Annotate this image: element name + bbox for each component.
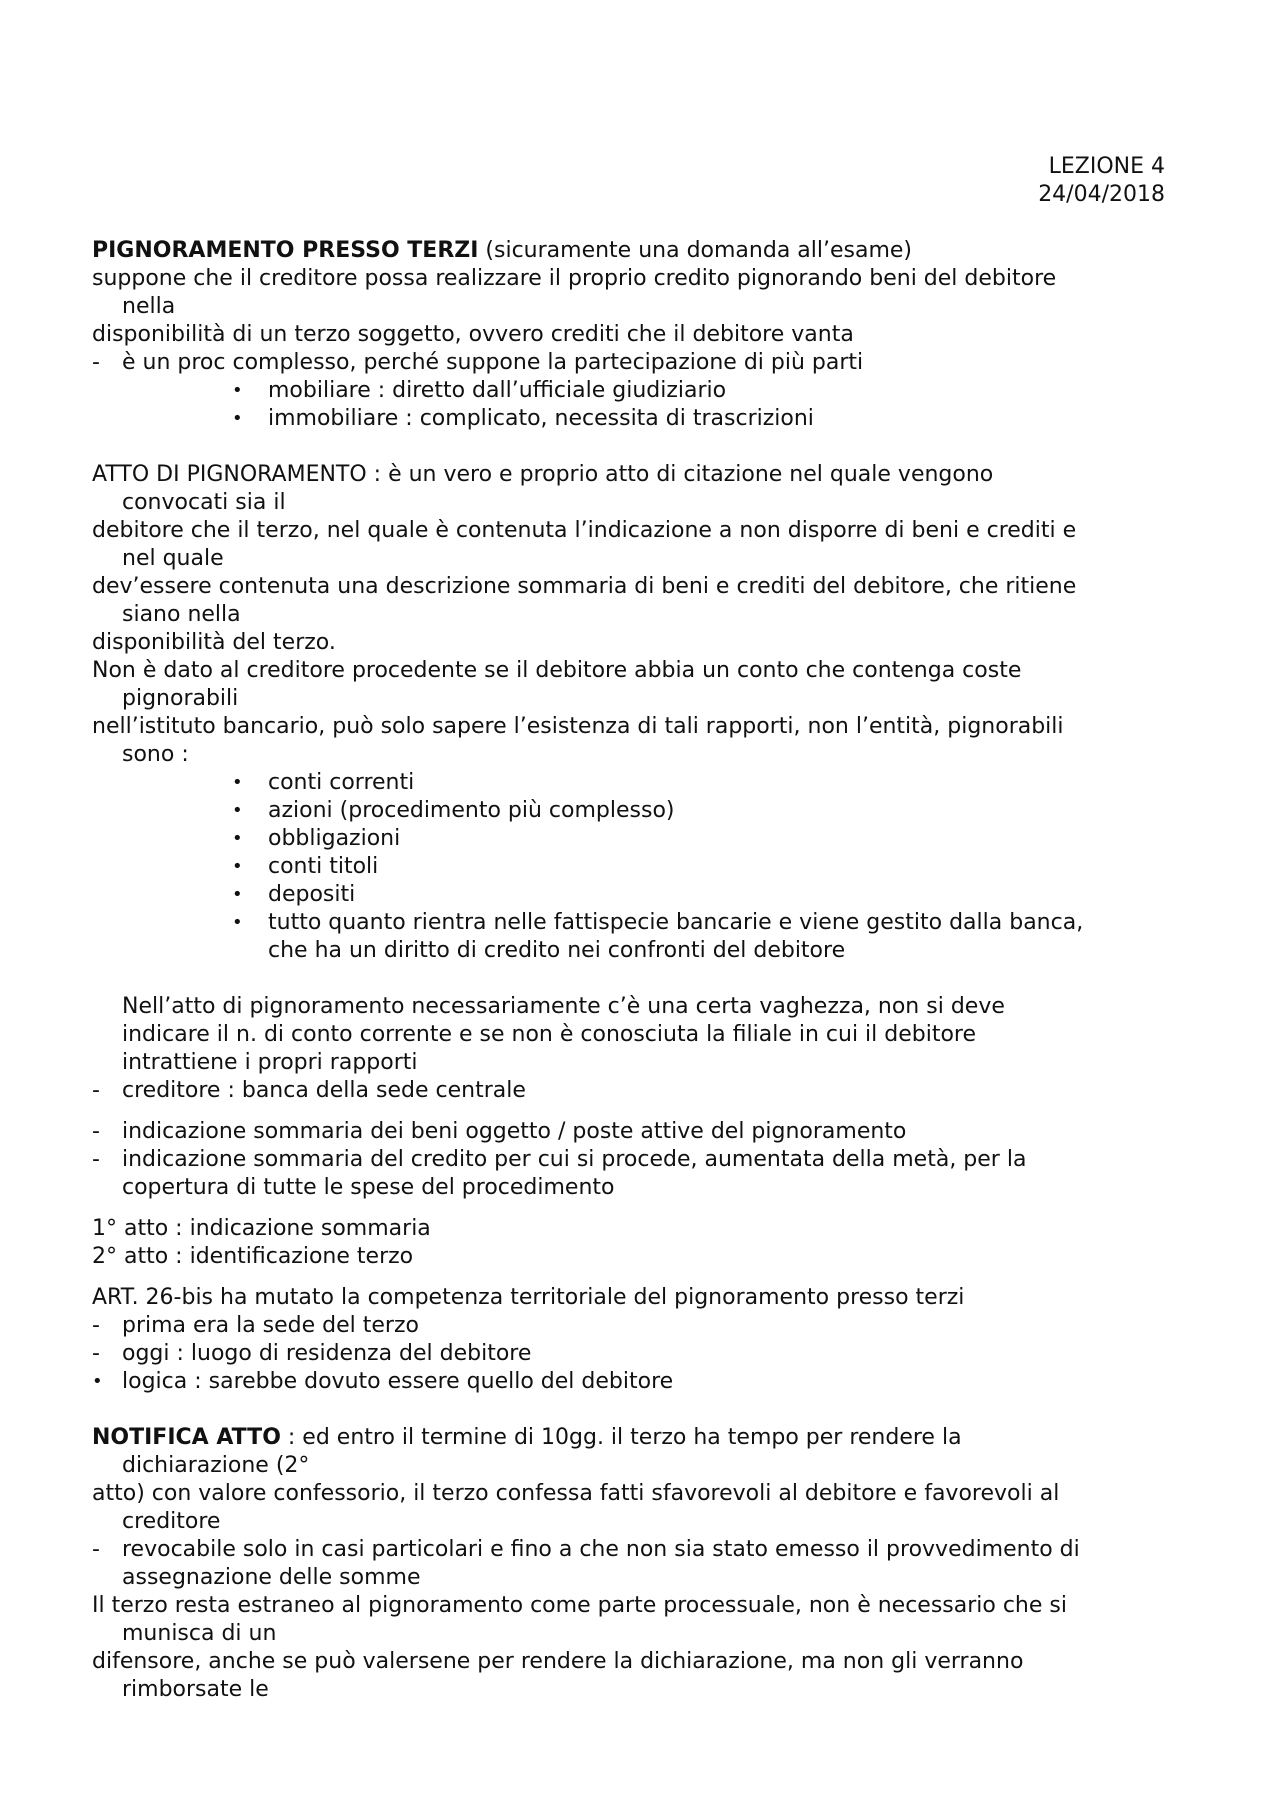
bullet-item: tutto quanto rientra nelle fattispecie bancarie e viene gestito dalla banca, [268, 910, 1084, 935]
paragraph-line: intrattiene i propri rapporti [122, 1050, 418, 1075]
bullet-item: mobiliare : diretto dall’ufficiale giudiziario [268, 378, 727, 403]
paragraph-line: dichiarazione (2° [122, 1453, 310, 1478]
bullet-item: depositi [268, 882, 356, 907]
paragraph-line: disponibilità del terzo. [92, 630, 336, 655]
dash-marker: - [92, 350, 100, 375]
bullet-item: obbligazioni [268, 826, 401, 851]
paragraph-line: Non è dato al creditore procedente se il debitore abbia un conto che contenga coste [92, 658, 1022, 683]
paragraph-line: Nell’atto di pignoramento necessariamente c’è una certa vaghezza, non si deve [122, 994, 1005, 1019]
bullet-marker: • [232, 884, 243, 905]
paragraph-line: atto) con valore confessorio, il terzo confessa fatti sfavorevoli al debitore e favorevoli al [92, 1481, 1060, 1506]
paragraph-line: nella [122, 294, 176, 319]
paragraph-line: siano nella [122, 602, 241, 627]
section-heading-pignoramento [92, 237, 912, 265]
bullet-item-continuation: che ha un diritto di credito nei confronti del debitore [268, 938, 846, 963]
paragraph-line: dev’essere contenuta una descrizione sommaria di beni e crediti del debitore, che ritiene [92, 574, 1077, 599]
paragraph-line: nell’istituto bancario, può solo sapere l’esistenza di tali rapporti, non l’entità, pignorabili [92, 714, 1064, 739]
dash-item-continuation: assegnazione delle somme [122, 1565, 421, 1590]
paragraph-line: 2° atto : identificazione terzo [92, 1244, 414, 1269]
bullet-marker: • [232, 828, 243, 849]
bullet-marker: • [232, 772, 243, 793]
dash-item: indicazione sommaria dei beni oggetto / poste attive del pignoramento [122, 1119, 907, 1144]
heading-bold-text: PIGNORAMENTO PRESSO TERZI [92, 238, 479, 263]
bullet-item: azioni (procedimento più complesso) [268, 798, 675, 823]
paragraph-line: Il terzo resta estraneo al pignoramento come parte processuale, non è necessario che si [92, 1593, 1067, 1618]
bullet-marker: • [92, 1371, 103, 1392]
dash-marker: - [92, 1078, 100, 1103]
paragraph-line: convocati sia il [122, 490, 286, 515]
lesson-title: LEZIONE 4 [1048, 154, 1165, 179]
dash-item: indicazione sommaria del credito per cui si procede, aumentata della metà, per la [122, 1147, 1027, 1172]
heading-note: (sicuramente una domanda all’esame) [485, 238, 913, 263]
paragraph-line: indicare il n. di conto corrente e se non è conosciuta la filiale in cui il debitore [122, 1022, 977, 1047]
bullet-item: immobiliare : complicato, necessita di trascrizioni [268, 406, 814, 431]
dash-marker: - [92, 1341, 100, 1366]
bullet-marker: • [232, 408, 243, 429]
dash-item-continuation: copertura di tutte le spese del procedimento [122, 1175, 615, 1200]
paragraph-line: rimborsate le [122, 1677, 269, 1702]
heading-bold-text: NOTIFICA ATTO [92, 1425, 281, 1450]
paragraph-line: ATTO DI PIGNORAMENTO : è un vero e proprio atto di citazione nel quale vengono [92, 462, 994, 487]
paragraph-line: debitore che il terzo, nel quale è contenuta l’indicazione a non disporre di beni e crediti e [92, 518, 1077, 543]
paragraph-line: pignorabili [122, 686, 239, 711]
dash-marker: - [92, 1147, 100, 1172]
dash-item: è un proc complesso, perché suppone la partecipazione di più parti [122, 350, 864, 375]
paragraph-line: munisca di un [122, 1621, 277, 1646]
section-heading-notifica [92, 1424, 962, 1452]
dash-marker: - [92, 1537, 100, 1562]
paragraph-line: difensore, anche se può valersene per rendere la dichiarazione, ma non gli verranno [92, 1649, 1024, 1674]
bullet-item: conti correnti [268, 770, 415, 795]
dash-item: creditore : banca della sede centrale [122, 1078, 526, 1103]
paragraph-line: nel quale [122, 546, 224, 571]
paragraph-line: sono : [122, 742, 189, 767]
bullet-marker: • [232, 800, 243, 821]
bullet-item: conti titoli [268, 854, 379, 879]
dash-item: prima era la sede del terzo [122, 1313, 419, 1338]
paragraph-line: suppone che il creditore possa realizzare il proprio credito pignorando beni del debitore [92, 266, 1057, 291]
dash-marker: - [92, 1119, 100, 1144]
paragraph-line: creditore [122, 1509, 221, 1534]
paragraph-line: disponibilità di un terzo soggetto, ovvero crediti che il debitore vanta [92, 322, 854, 347]
dash-marker: - [92, 1313, 100, 1338]
bullet-marker: • [232, 856, 243, 877]
bullet-item: logica : sarebbe dovuto essere quello del debitore [122, 1369, 674, 1394]
bullet-marker: • [232, 380, 243, 401]
dash-item: oggi : luogo di residenza del debitore [122, 1341, 532, 1366]
paragraph-line: 1° atto : indicazione sommaria [92, 1216, 431, 1241]
heading-rest: : ed entro il termine di 10gg. il terzo ha tempo per rendere la [280, 1425, 962, 1450]
lesson-date: 24/04/2018 [1038, 182, 1165, 207]
paragraph-line: ART. 26-bis ha mutato la competenza territoriale del pignoramento presso terzi [92, 1285, 965, 1310]
dash-item: revocabile solo in casi particolari e fino a che non sia stato emesso il provvedimento di [122, 1537, 1080, 1562]
bullet-marker: • [232, 912, 243, 933]
